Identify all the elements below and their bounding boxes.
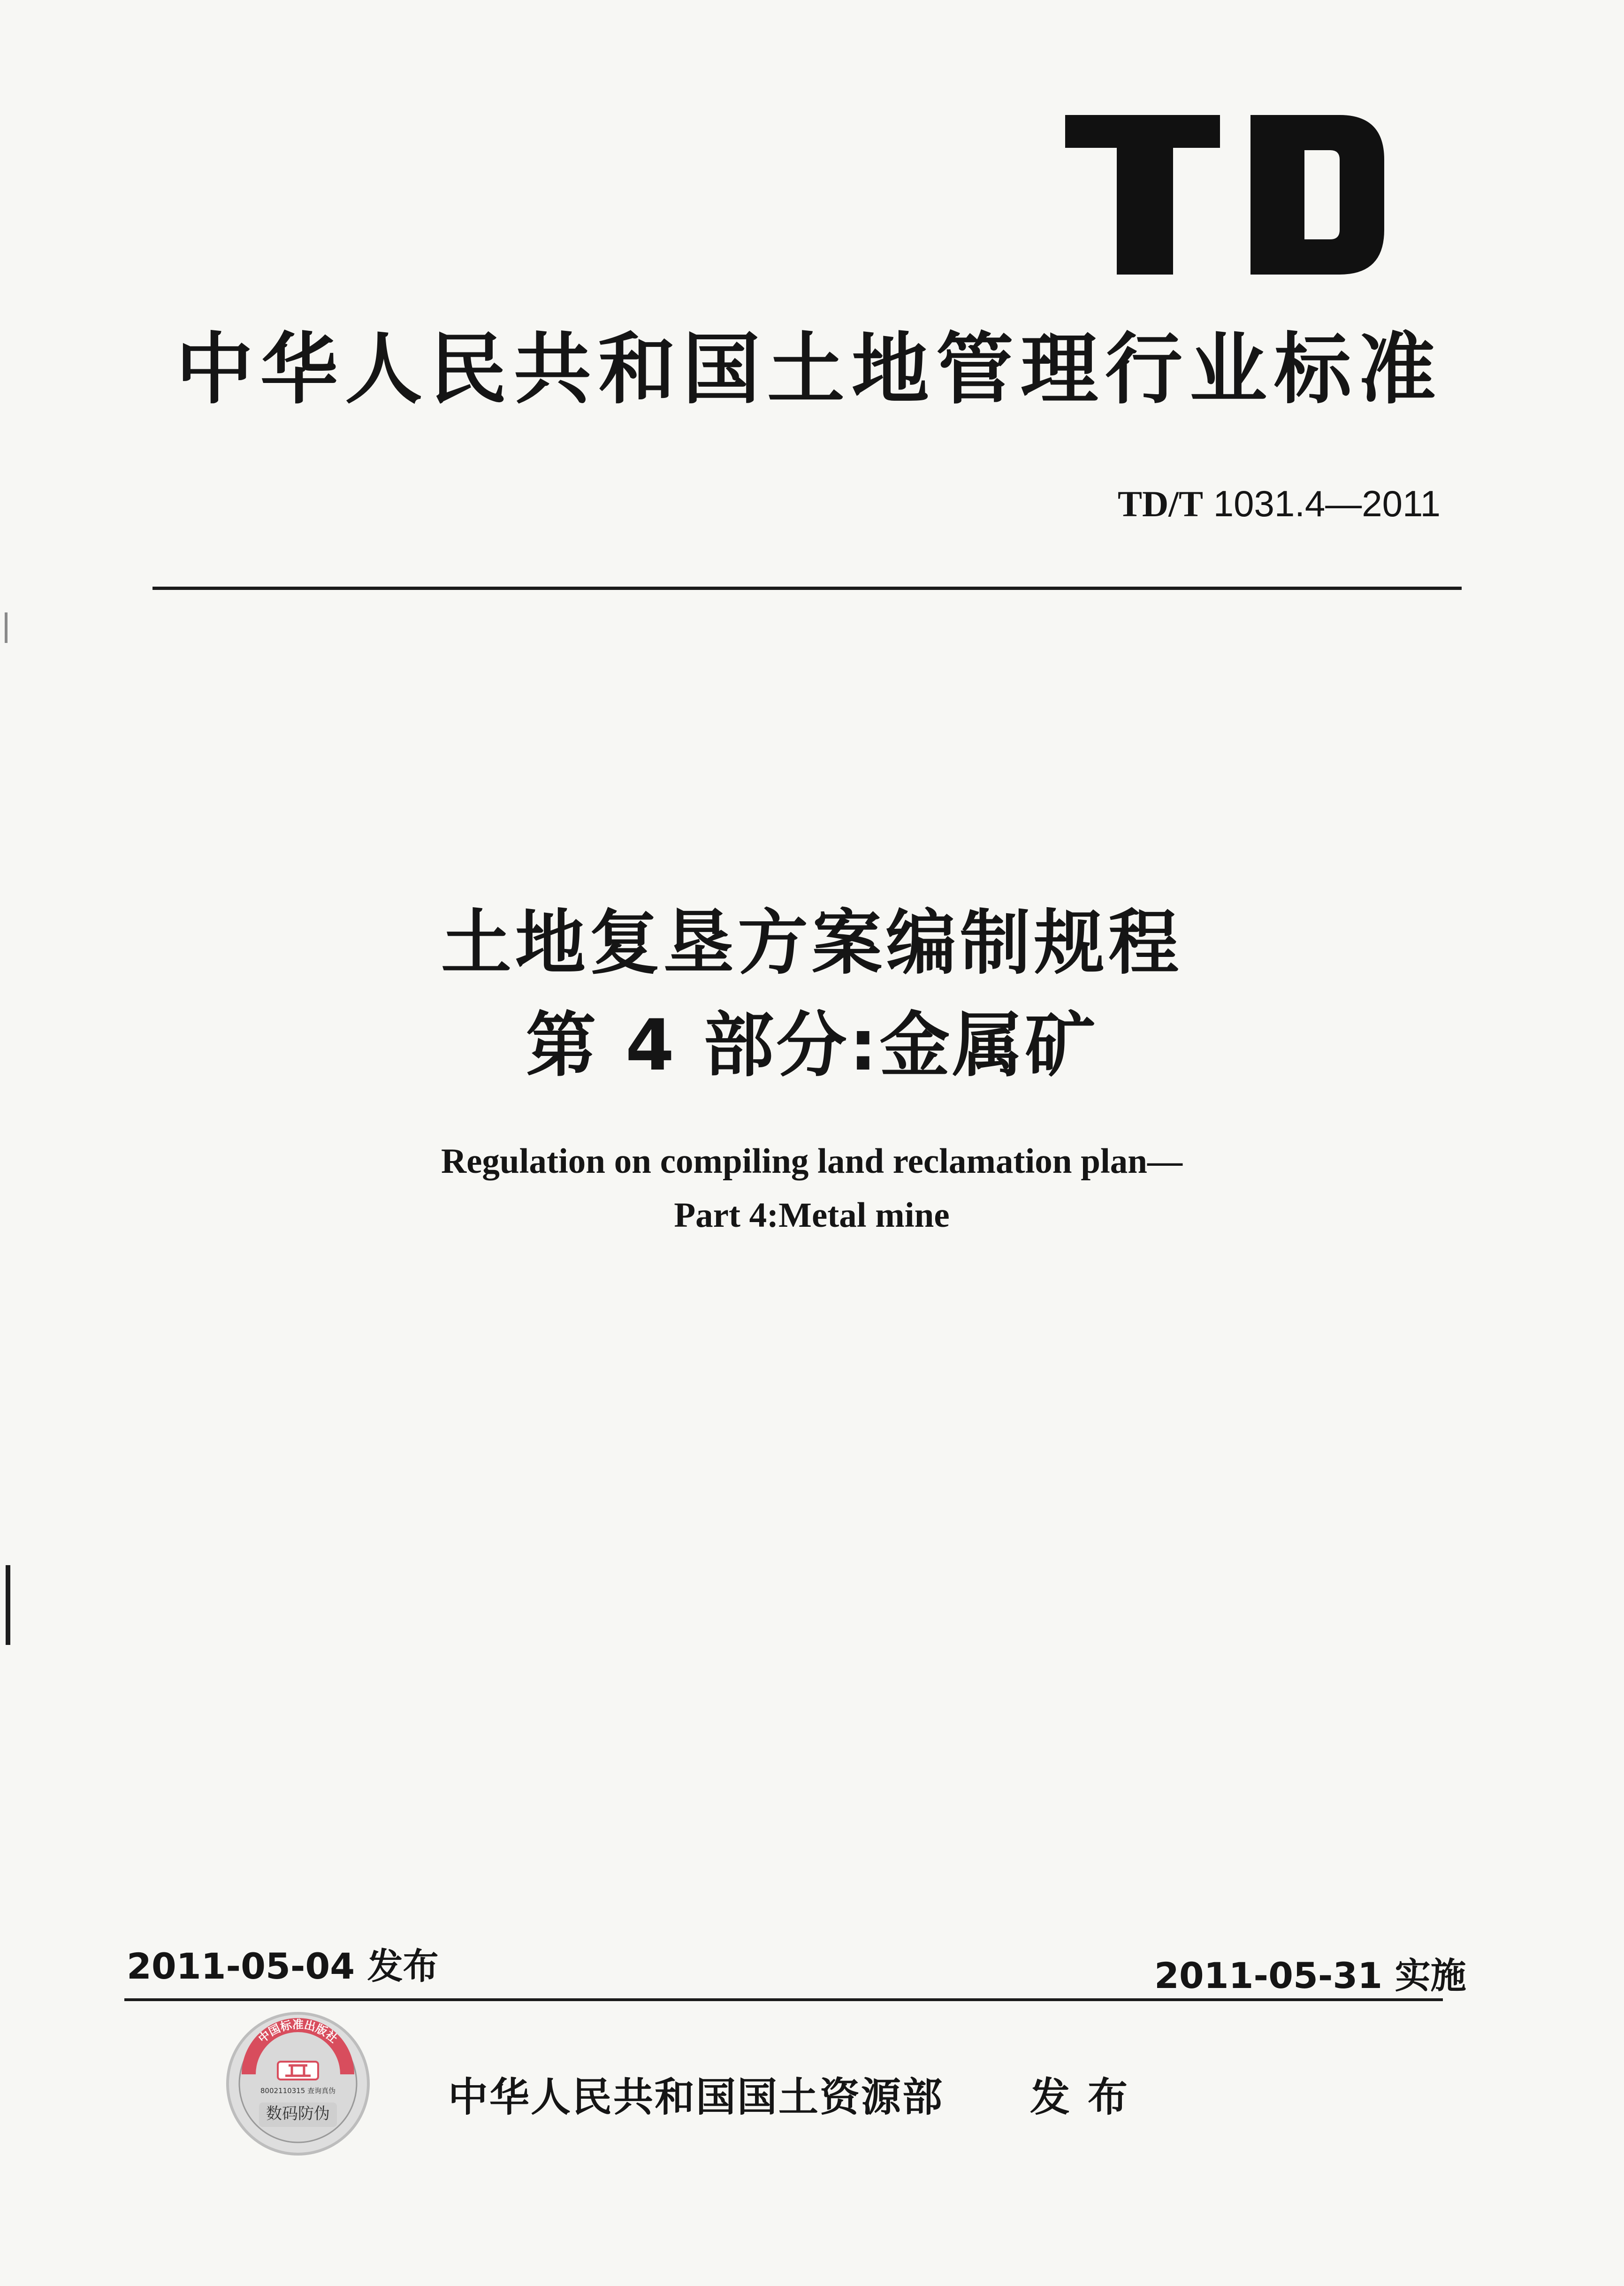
english-title-line-1: Regulation on compiling land reclamation plan— — [441, 1142, 1183, 1181]
chinese-title-line-1: 土地复垦方案编制规程 — [441, 902, 1182, 984]
seal-bottom-text: 数码防伪 — [266, 2104, 330, 2123]
seal-top-text: 中国标准出版社 — [256, 2018, 340, 2046]
issuing-action: 发布 — [1030, 2074, 1146, 2121]
td-logo-d-shape — [1250, 115, 1384, 275]
seal-middle-text: 8002110315 查询真伪 — [260, 2087, 336, 2095]
top-divider-line — [152, 587, 1462, 590]
english-title-line-2: Part 4:Metal mine — [674, 1196, 950, 1235]
chinese-title-line-2: 第 4 部分:金属矿 — [526, 1005, 1098, 1086]
td-logo — [1065, 115, 1384, 275]
standard-prefix: TD/T — [1117, 483, 1204, 524]
issuing-authority: 中华人民共和国国土资源部 — [448, 2074, 944, 2121]
standard-code: 1031.4—2011 — [1213, 483, 1441, 524]
issue-date: 2011-05-04 发布 — [127, 1945, 439, 1987]
implementation-date: 2011-05-31 实施 — [1154, 1955, 1466, 1996]
anti-counterfeit-seal — [221, 2006, 375, 2161]
scan-edge-mark-small — [5, 612, 8, 643]
td-logo-t-stem — [1117, 115, 1173, 275]
scan-edge-mark — [6, 1565, 10, 1645]
bottom-divider-line — [124, 1998, 1443, 2001]
industry-standard-title: 中华人民共和国土地管理行业标准 — [176, 324, 1443, 414]
standard-number — [1075, 478, 1441, 529]
